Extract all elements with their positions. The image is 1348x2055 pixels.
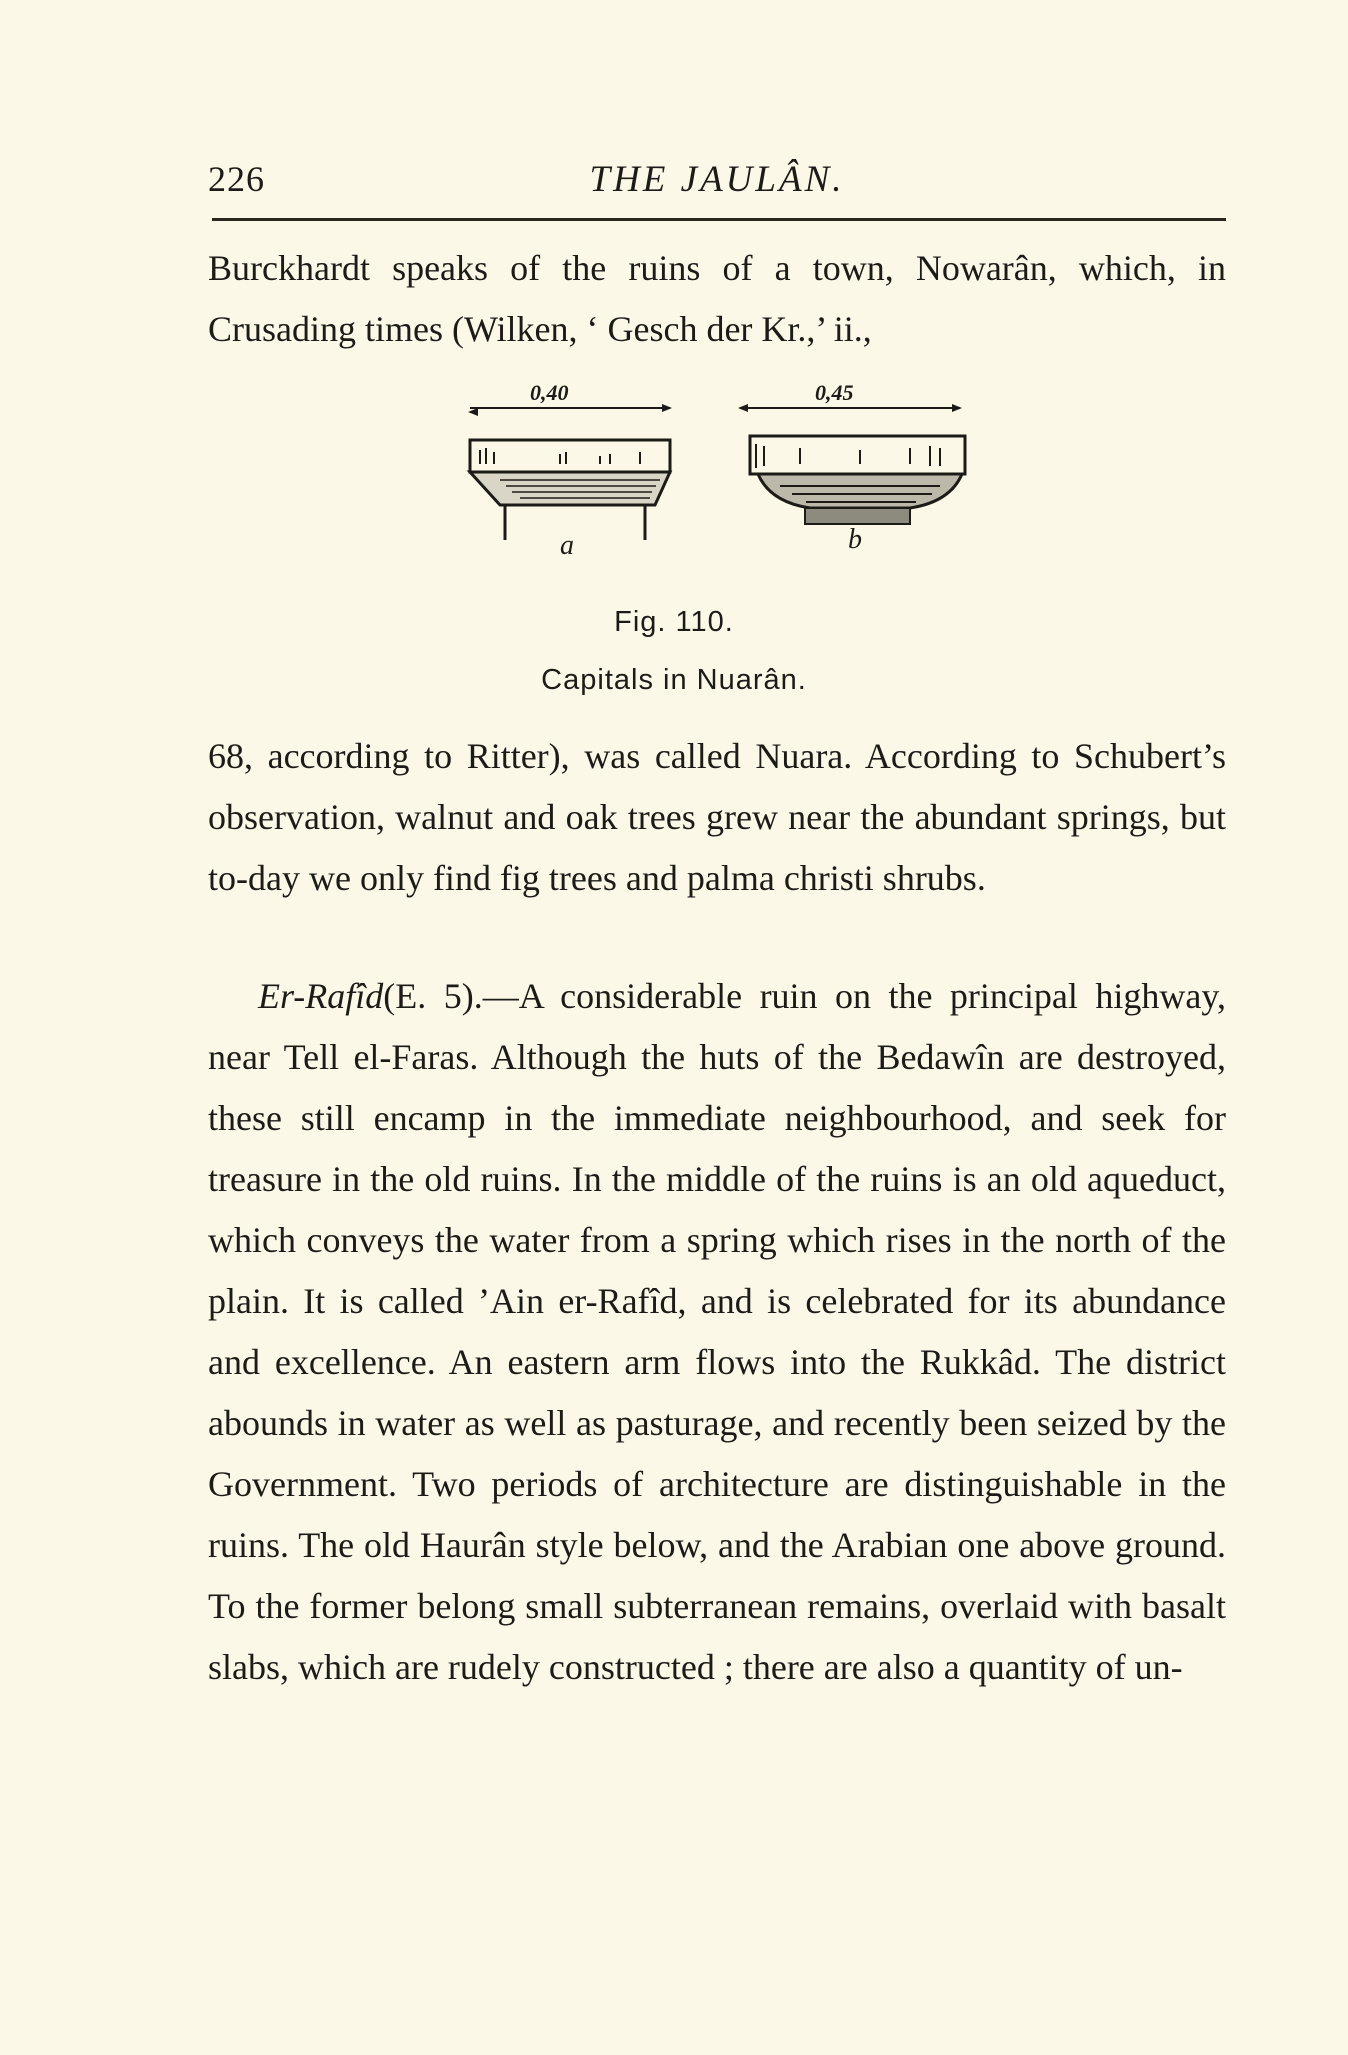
place-heading: Er-Rafîd xyxy=(258,976,384,1016)
capital-a-drawing xyxy=(468,404,672,540)
running-head xyxy=(208,150,1226,200)
capital-b-drawing xyxy=(738,404,965,524)
capital-a-letter: a xyxy=(560,530,574,561)
paragraph-opening: Burckhardt speaks of the ruins of a town, Nowarân, which, in Crusading times (Wilken, ‘ Gesch der Kr.,’ ii., xyxy=(208,248,1226,349)
capitals-drawing xyxy=(440,390,1000,590)
paragraph-er-rafid xyxy=(208,966,1226,1698)
figure-caption: Capitals in Nuarân. xyxy=(541,664,807,696)
dimension-b-label: 0,45 xyxy=(815,380,854,405)
header-rule xyxy=(212,218,1226,221)
map-reference: (E. 5). xyxy=(383,976,483,1016)
page-number: 226 xyxy=(208,159,265,199)
paragraph-continuation: 68, according to Ritter), was called Nuara. According to Schubert’s observation, walnut and oak trees grew near the abundant springs, but to-day we only find fig trees and palma christi shrubs. xyxy=(208,736,1226,898)
dimension-a-label: 0,40 xyxy=(530,380,569,405)
figure-capitals xyxy=(440,380,1000,590)
paragraph-er-rafid-body: —A considerable ruin on the principal highway, near Tell el-Faras. Although the huts of the Bedawîn are destroyed, these still encamp in the immediate neighbourhood, and seek for treasure in the old ruins. In the middle of the ruins is an old aqueduct, which conveys the water from a spring which rises in the north of the plain. It is called ’Ain er-Rafîd, and is celebrated for its abundance and excellence. An eastern arm flows into the Rukkâd. The district abounds in water as well as pasturage, and recently been seized by the Government. Two periods of architecture are distinguishable in the ruins. The old Haurân style below, and the Arabian one above ground. To the former belong small subterranean remains, overlaid with basalt slabs, which are rudely constructed ; there are also a quantity of un- xyxy=(208,976,1226,1687)
capital-b-letter: b xyxy=(848,524,862,555)
running-title: THE JAULÂN. xyxy=(589,159,845,200)
figure-number: Fig. 110. xyxy=(614,606,734,638)
